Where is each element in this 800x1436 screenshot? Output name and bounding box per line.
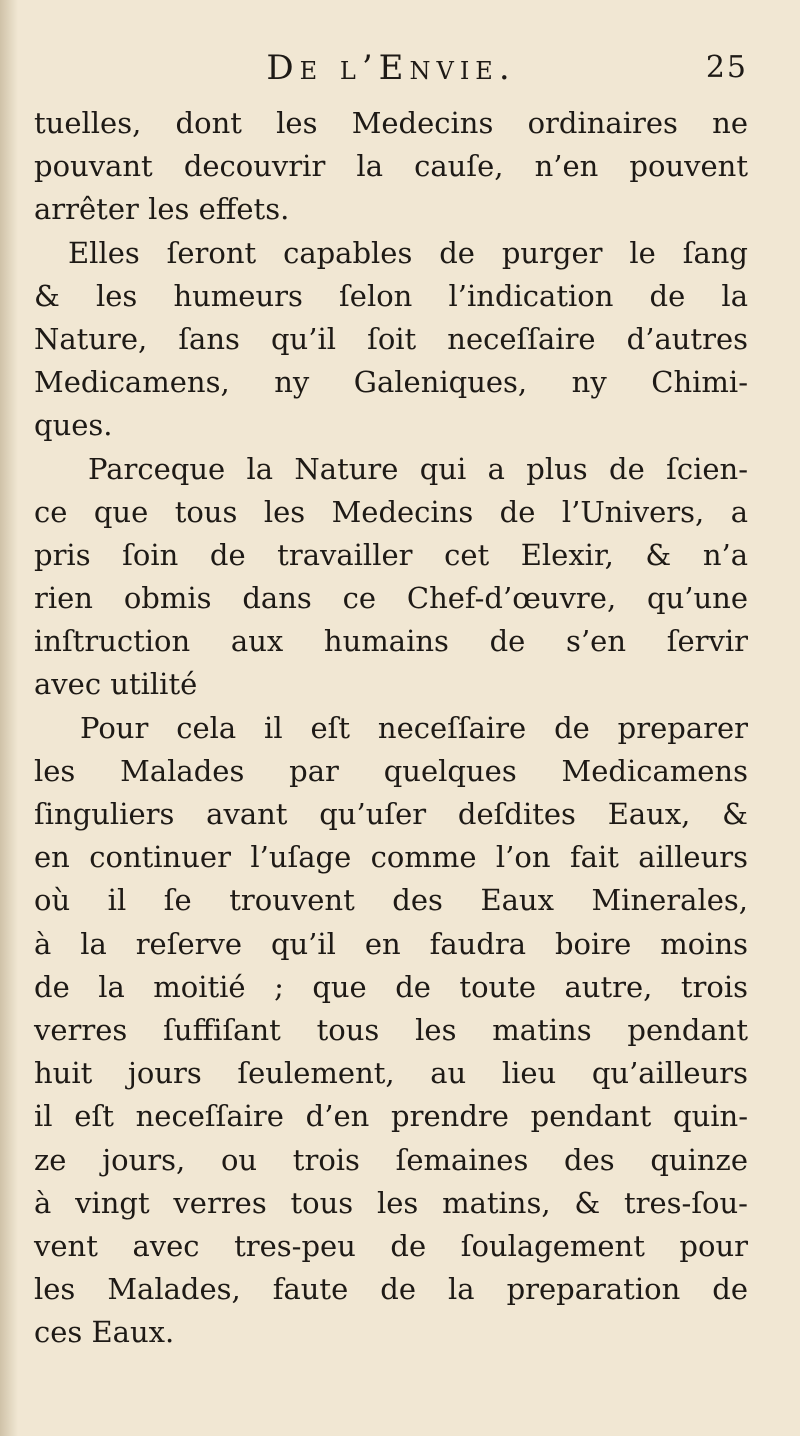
text-line: pouvant decouvrir la cauſe, n’en pouvent bbox=[34, 149, 748, 184]
text-line: les Malades par quelques Medicamens bbox=[34, 753, 748, 788]
text-line: & les humeurs ſelon l’indication de la bbox=[34, 278, 748, 313]
text-line: en continuer l’uſage comme l’on fait ailleurs bbox=[34, 840, 748, 875]
text-line: tuelles, dont les Medecins ordinaires ne bbox=[34, 106, 748, 140]
text-line: les Malades, faute de la preparation de bbox=[34, 1272, 748, 1307]
text-line: rien obmis dans ce Chef-d’œuvre, qu’une bbox=[34, 581, 748, 616]
text-line: ſinguliers avant qu’uſer deſdites Eaux, & bbox=[34, 797, 748, 831]
text-line: pris ſoin de travailler cet Elexir, & n’a bbox=[34, 537, 748, 572]
gutter-shadow bbox=[0, 0, 18, 1436]
text-line: vent avec tres-peu de ſoulagement pour bbox=[34, 1228, 748, 1263]
page-number: 25 bbox=[705, 50, 748, 85]
text-line: Nature, ſans qu’il ſoit neceſſaire d’autres bbox=[34, 321, 748, 356]
text-line: inſtruction aux humains de s’en ſervir bbox=[34, 624, 748, 659]
text-line: Elles ſeront capables de purger le ſang bbox=[68, 235, 748, 270]
running-head-title: De l’Envie. bbox=[266, 48, 516, 88]
text-line: où il ſe trouvent des Eaux Minerales, bbox=[34, 883, 748, 918]
text-line: arrêter les effets. bbox=[34, 192, 290, 227]
text-line: à la reſerve qu’il en faudra boire moins bbox=[34, 926, 748, 961]
text-line: à vingt verres tous les matins, & tres-ſou- bbox=[34, 1185, 748, 1220]
text-line: ce que tous les Medecins de l’Univers, a bbox=[34, 494, 748, 529]
text-line: Medicamens, ny Galeniques, ny Chimi- bbox=[34, 365, 748, 400]
text-line: avec utilité bbox=[34, 667, 198, 702]
text-line: ze jours, ou trois ſemaines des quinze bbox=[34, 1142, 748, 1177]
text-line: huit jours ſeulement, au lieu qu’ailleurs bbox=[34, 1056, 748, 1091]
text-line: Pour cela il eſt neceſſaire de preparer bbox=[80, 710, 748, 745]
text-line: de la moitié ; que de toute autre, trois bbox=[34, 969, 748, 1004]
body-text bbox=[34, 102, 748, 1354]
text-line: ces Eaux. bbox=[34, 1315, 175, 1350]
text-line: il eſt neceſſaire d’en prendre pendant quin- bbox=[34, 1099, 748, 1134]
text-line: Parceque la Nature qui a plus de ſcien- bbox=[88, 451, 748, 486]
text-line: ques. bbox=[34, 408, 113, 443]
running-head bbox=[34, 38, 748, 98]
text-line: verres ſuffiſant tous les matins pendant bbox=[34, 1012, 748, 1047]
